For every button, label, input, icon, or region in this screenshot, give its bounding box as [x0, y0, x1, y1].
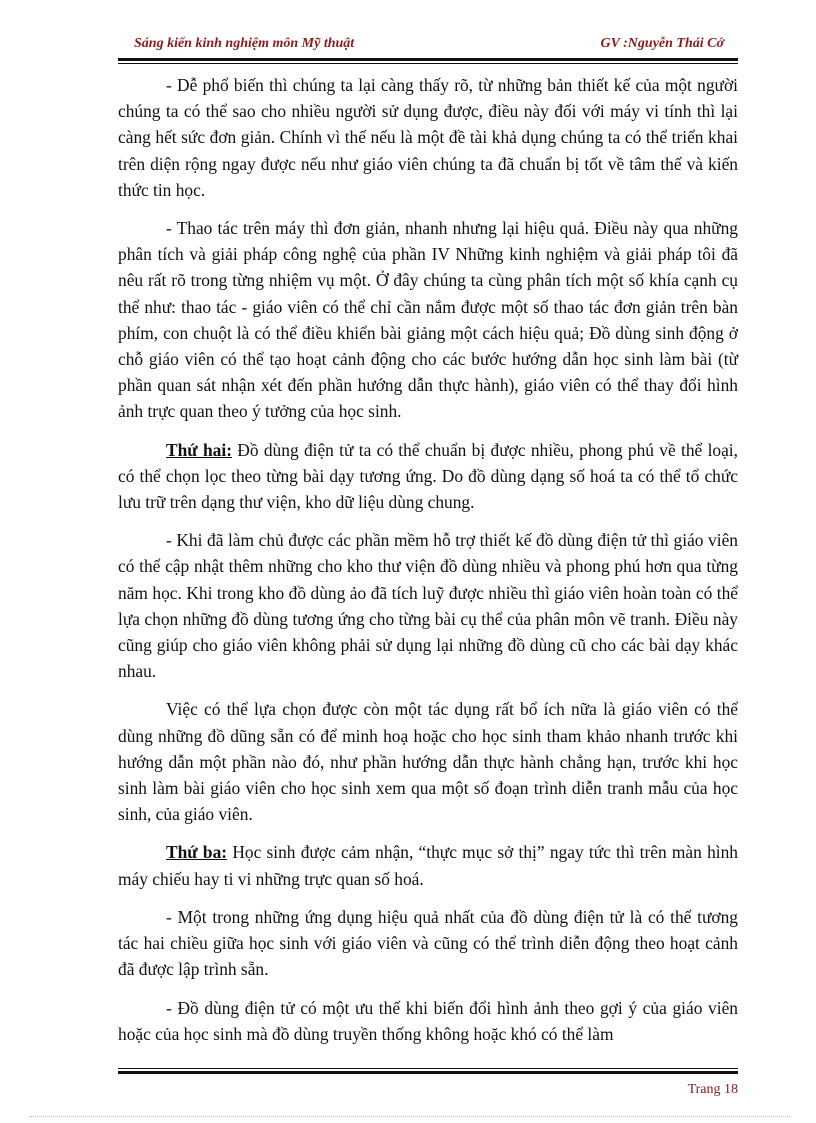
paragraph-text: Đồ dùng điện tử ta có thể chuẩn bị được nhiều, phong phú về thể loại, có thể chọn lọc theo từng bài dạy tương ứng. Do đồ dùng dạng số hoá ta có thể tổ chức lưu trữ trên dạng thư viện, kho dữ liệu dùng chung. — [118, 439, 738, 513]
header-title: Sáng kiến kinh nghiệm môn Mỹ thuật — [134, 36, 355, 51]
paragraph-6 — [118, 839, 738, 891]
section-lead: Thứ hai: — [166, 439, 232, 460]
paragraph-8 — [118, 995, 738, 1047]
paragraph-text: Học sinh được cảm nhận, “thực mục sở thị” ngay tức thì trên màn hình máy chiếu hay ti vi những trực quan số hoá. — [118, 842, 738, 889]
header-author: GV :Nguyễn Thái Cớ — [600, 36, 724, 51]
header-rule — [118, 58, 738, 64]
page-header — [118, 36, 738, 58]
paragraph-3 — [118, 437, 738, 516]
paragraph-text: - Đồ dùng điện tử có một ưu thế khi biến đổi hình ảnh theo gợi ý của giáo viên hoặc của học sinh mà đồ dùng truyền thống không hoặc khó có thể làm — [118, 997, 738, 1044]
paragraph-text: Việc có thể lựa chọn được còn một tác dụng rất bổ ích nữa là giáo viên có thể dùng những đồ dũng sẵn có để minh hoạ hoặc cho học sinh tham khảo nhanh trước khi hướng dẫn một phần nào đó, như phần hướng dẫn thực hành chẳng hạn, trước khi học sinh làm bài giáo viên cho học sinh xem qua một số đoạn trình diễn tranh mẫu của học sinh, của giáo viên. — [118, 699, 738, 825]
paragraph-text: - Thao tác trên máy thì đơn giản, nhanh nhưng lại hiệu quả. Điều này qua những phân tích và giải pháp công nghệ của phần IV Những kinh nghiệm và giải pháp tôi đã nêu rất rõ trong từng nhiệm vụ một. Ở đây chúng ta cùng phân tích một số khía cạnh cụ thể như: thao tác - giáo viên có thể chỉ cần nắm được một số thao tác đơn giản trên bàn phím, con chuột là có thể điều khiển bài giảng một cách hiệu quả; Đồ dùng sinh động ở chỗ giáo viên có thể tạo hoạt cảnh động cho các bước hướng dẫn học sinh làm bài (từ phần quan sát nhận xét đến phần hướng dẫn thực hành), giáo viên có thể thay đổi hình ảnh trực quan theo ý tưởng của học sinh. — [118, 218, 738, 422]
page-separator — [30, 1116, 790, 1117]
paragraph-1 — [118, 72, 738, 203]
page-number: Trang 18 — [687, 1082, 738, 1097]
body-text — [118, 72, 738, 1059]
paragraph-2 — [118, 215, 738, 425]
paragraph-text: - Khi đã làm chủ được các phần mềm hỗ trợ thiết kế đồ dùng điện tử thì giáo viên có thể cập nhật thêm những cho kho thư viện đồ dùng nhiều và phong phú hơn qua từng năm học. Khi trong kho đồ dùng ảo đã tích luỹ được nhiều thì giáo viên hoàn toàn có thể lựa chọn những đồ dùng tương ứng cho từng bài cụ thể của phân môn vẽ tranh. Điều này cũng giúp cho giáo viên không phải sử dụng lại những đồ dùng cũ cho các bài dạy khác nhau. — [118, 530, 738, 682]
paragraph-text: - Một trong những ứng dụng hiệu quả nhất của đồ dùng điện tử là có thể tương tác hai chiều giữa học sinh với giáo viên và cũng có thể trình diễn động theo hoạt cảnh đã được lập trình sẵn. — [118, 906, 738, 980]
paragraph-7 — [118, 904, 738, 983]
footer-rule — [118, 1068, 738, 1074]
paragraph-5 — [118, 696, 738, 827]
section-lead: Thứ ba: — [166, 842, 228, 863]
paragraph-text: - Dễ phổ biến thì chúng ta lại càng thấy rõ, từ những bản thiết kế của một người chúng ta có thể sao cho nhiều người sử dụng được, điều này đối với máy vi tính thì lại càng hết sức đơn giản. Chính vì thế nếu là một đề tài khả dụng chúng ta có thể triển khai trên diện rộng ngay được nếu như giáo viên chúng ta đã chuẩn bị tốt về tâm thế và kiến thức tin học. — [118, 75, 738, 200]
paragraph-4 — [118, 527, 738, 684]
